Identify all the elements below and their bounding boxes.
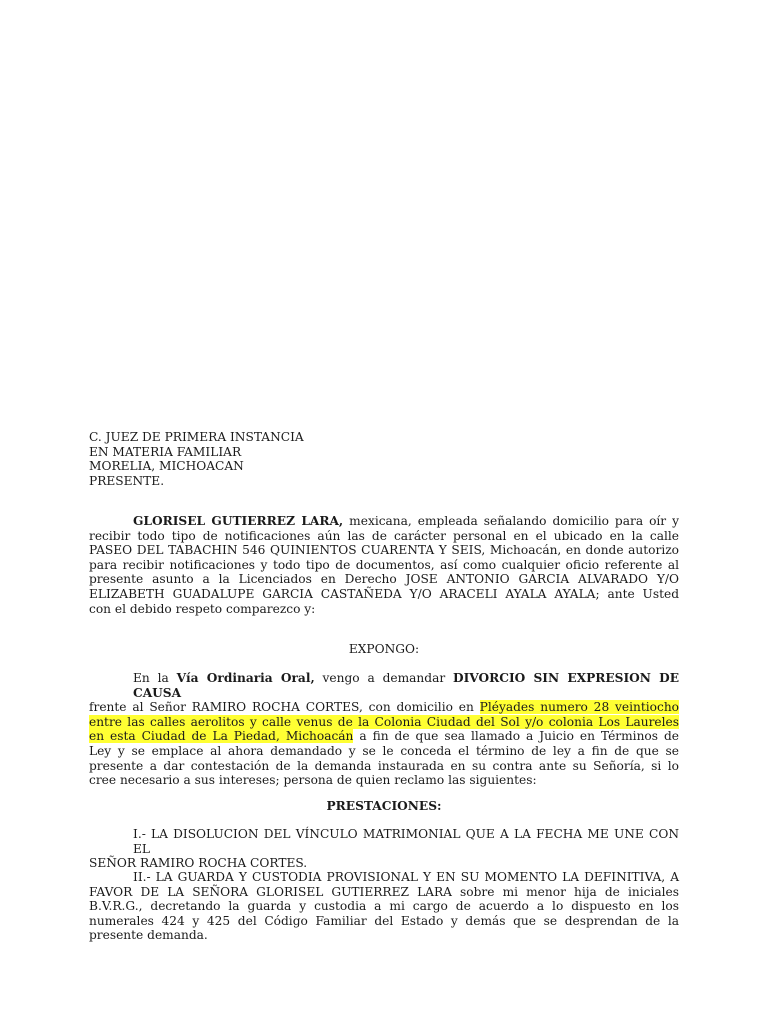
intro-line: presente asunto a la Licenciados en Derecho JOSE ANTONIO GARCIA ALVARADO Y/O bbox=[89, 572, 679, 587]
item-line: presente demanda. bbox=[89, 928, 208, 943]
expongo-paragraph bbox=[89, 671, 679, 788]
highlighted-address: en esta Ciudad de La Piedad, Michoacán bbox=[89, 729, 354, 744]
expongo-line-2 bbox=[89, 700, 679, 715]
plaintiff-name: GLORISEL GUTIERREZ LARA, bbox=[133, 514, 344, 528]
intro-line-1 bbox=[89, 514, 679, 529]
expongo-text: vengo a demandar bbox=[314, 671, 453, 685]
expongo-line: Ley y se emplace al ahora demandado y se le conceda el término de ley a fin de que se bbox=[89, 743, 679, 758]
expongo-heading: EXPONGO: bbox=[348, 642, 420, 656]
expongo-line: presente a dar contestación de la demanda instaurada en su contra ante su Señoría, si lo bbox=[89, 758, 679, 773]
highlighted-address: Pléyades numero 28 veintiocho bbox=[479, 700, 680, 715]
item-line: FAVOR DE LA SEÑORA GLORISEL GUTIERREZ LARA sobre mi menor hija de iniciales bbox=[89, 884, 679, 899]
addressee-line: EN MATERIA FAMILIAR bbox=[89, 444, 242, 459]
prestaciones-heading-text: PRESTACIONES: bbox=[326, 799, 442, 813]
intro-text: mexicana, empleada señalando domicilio para oír y bbox=[343, 514, 679, 528]
addressee-line: PRESENTE. bbox=[89, 473, 165, 488]
item-line: numerales 424 y 425 del Código Familiar del Estado y demás que se desprendan de la bbox=[89, 913, 679, 928]
prestacion-item-2 bbox=[89, 870, 679, 943]
intro-line: PASEO DEL TABACHIN 546 QUINIENTOS CUARENTA Y SEIS, Michoacán, en donde autorizo bbox=[89, 543, 679, 558]
expongo-line: cree necesario a sus intereses; persona de quien reclamo las siguientes: bbox=[89, 773, 537, 788]
intro-paragraph bbox=[89, 514, 679, 616]
intro-line: recibir todo tipo de notificaciones aún las de carácter personal en el ubicado en la calle bbox=[89, 528, 679, 543]
addressee-line: MORELIA, MICHOACAN bbox=[89, 459, 244, 474]
expongo-line-3 bbox=[89, 715, 679, 730]
expongo-line-4 bbox=[89, 729, 679, 744]
addressee-block bbox=[89, 430, 679, 488]
item-line: I.- LA DISOLUCION DEL VÍNCULO MATRIMONIAL QUE A LA FECHA ME UNE CON EL bbox=[133, 827, 679, 856]
procedure-type: Vía Ordinaria Oral, bbox=[176, 671, 315, 685]
intro-line: para recibir notificaciones y todo tipo de documentos, así como cualquier oficio referente al bbox=[89, 557, 679, 572]
item-line: SEÑOR RAMIRO ROCHA CORTES. bbox=[89, 856, 308, 871]
addressee-line: C. JUEZ DE PRIMERA INSTANCIA bbox=[89, 430, 304, 444]
expongo-text: frente al Señor RAMIRO ROCHA CORTES, con domicilio en bbox=[89, 700, 480, 715]
highlighted-address: entre las calles aerolitos y calle venus de la Colonia Ciudad del Sol y/o colonia Los Laureles bbox=[89, 714, 679, 729]
intro-line: ELIZABETH GUADALUPE GARCIA CASTAÑEDA Y/O ARACELI AYALA AYALA; ante Usted bbox=[89, 586, 679, 601]
item-line: B.V.R.G., decretando la guarda y custodia a mi cargo de acuerdo a lo dispuesto en los bbox=[89, 899, 679, 914]
expongo-line-1 bbox=[89, 671, 679, 700]
expongo-text: a fin de que sea llamado a Juicio en Términos de bbox=[353, 729, 679, 744]
claim-type: DIVORCIO SIN EXPRESION DE CAUSA bbox=[133, 671, 679, 700]
intro-line: con el debido respeto comparezco y: bbox=[89, 601, 316, 616]
prestacion-item-1 bbox=[89, 827, 679, 871]
expongo-text: En la bbox=[133, 671, 177, 685]
item-line: II.- LA GUARDA Y CUSTODIA PROVISIONAL Y EN SU MOMENTO LA DEFINITIVA, A bbox=[133, 870, 679, 884]
prestaciones-heading bbox=[89, 799, 679, 814]
